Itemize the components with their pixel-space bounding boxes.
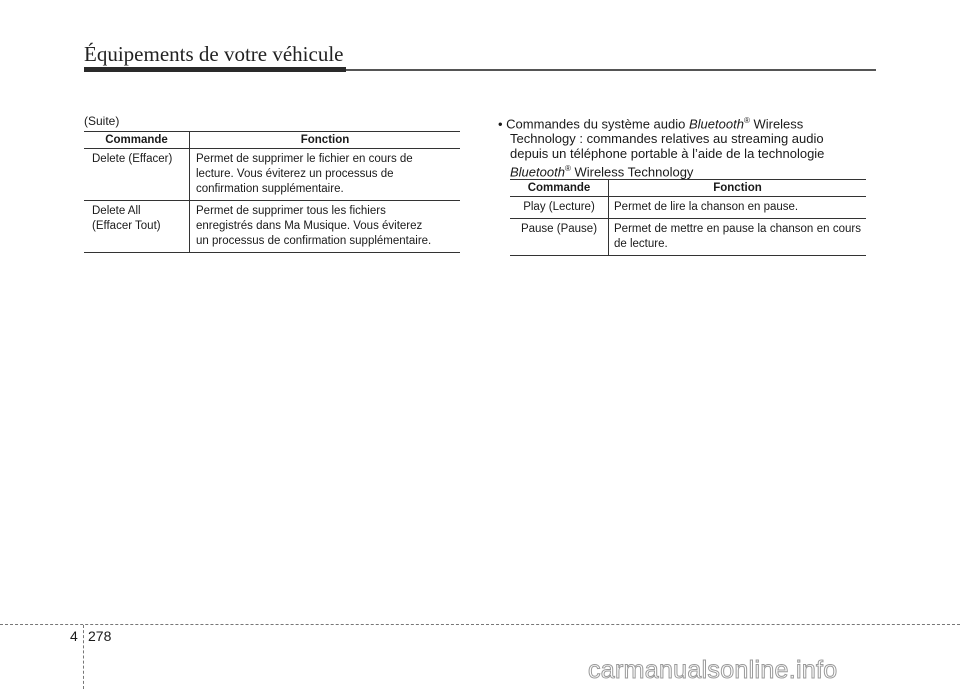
intro-line	[498, 161, 878, 179]
page-header-title: Équipements de votre véhicule	[84, 42, 344, 66]
column-header-function: Fonction	[713, 182, 762, 194]
function-cell: Permet de mettre en pause la chanson en cours de lecture.	[614, 223, 861, 250]
registered-mark: ®	[564, 164, 571, 174]
command-line: (Effacer Tout)	[92, 220, 161, 232]
intro-prefix: • Commandes du système audio	[498, 116, 686, 132]
header-rule-thin	[346, 69, 876, 71]
function-line: lecture. Vous éviterez un processus de	[196, 168, 394, 180]
intro-line: Technology : commandes relatives au streaming audio	[510, 131, 824, 147]
section-number: 4	[70, 628, 78, 644]
page-number: 278	[88, 628, 112, 644]
table-row	[84, 149, 460, 201]
bluetooth-brand: Bluetooth	[510, 164, 565, 180]
command-cell: Pause (Pause)	[510, 219, 609, 256]
table-row	[84, 201, 460, 253]
table-row	[510, 219, 866, 256]
function-line: Permet de supprimer le fichier en cours de	[196, 153, 413, 165]
table-header-row	[510, 180, 866, 197]
function-cell: Permet de lire la chanson en pause.	[614, 201, 799, 213]
function-line: confirmation supplémentaire.	[196, 183, 344, 195]
table-row	[510, 197, 866, 219]
function-cell	[190, 201, 461, 253]
registered-mark: ®	[743, 116, 750, 125]
function-line: Permet de supprimer tous les fichiers	[196, 205, 386, 217]
column-header-function: Fonction	[300, 134, 350, 146]
header-rule-thick	[84, 67, 346, 72]
command-line: Delete All	[92, 205, 141, 217]
intro-suffix: Wireless Technology	[570, 164, 694, 180]
function-line: un processus de confirmation supplémentaire.	[196, 235, 432, 247]
column-header-command: Commande	[84, 132, 190, 149]
bluetooth-brand: Bluetooth	[689, 116, 744, 132]
command-cell: Play (Lecture)	[510, 197, 609, 219]
intro-rest: Wireless	[749, 116, 804, 132]
column-header-command: Commande	[510, 180, 609, 197]
watermark: carmanualsonline.info	[588, 656, 838, 684]
command-cell	[84, 201, 190, 253]
continued-label: (Suite)	[84, 114, 120, 128]
footer-dashed-divider	[83, 625, 84, 689]
bluetooth-audio-commands-table	[510, 179, 866, 256]
intro-line: depuis un téléphone portable à l’aide de la technologie	[510, 146, 825, 162]
command-cell: Delete (Effacer)	[84, 149, 190, 201]
function-cell	[190, 149, 461, 201]
intro-line	[498, 113, 878, 131]
footer-dashed-rule	[0, 624, 960, 625]
delete-commands-table	[84, 131, 460, 253]
bluetooth-commands-intro	[498, 113, 878, 180]
function-line: enregistrés dans Ma Musique. Vous éviterez	[196, 220, 423, 232]
table-header-row	[84, 132, 460, 149]
